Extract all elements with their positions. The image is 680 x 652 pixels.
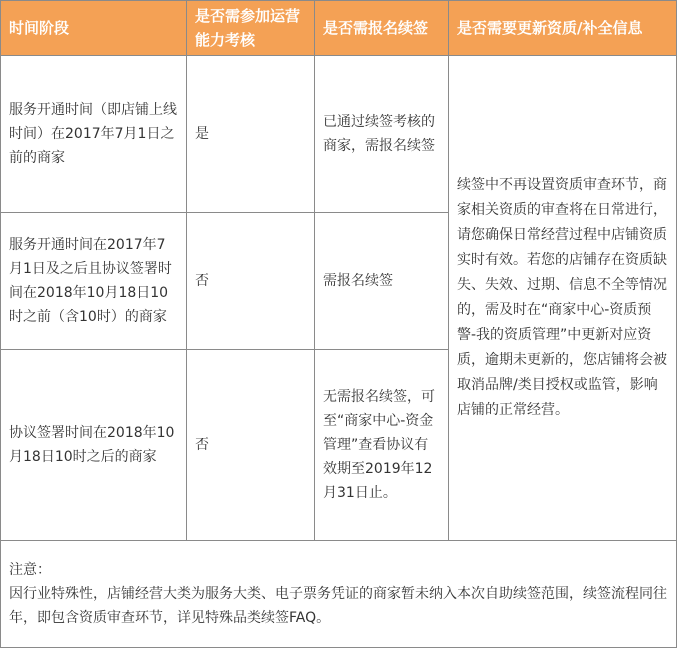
cell-assessment: 是	[187, 56, 315, 213]
cell-renewal: 无需报名续签，可至“商家中心-资金管理”查看协议有效期至2019年12月31日止。	[315, 350, 449, 541]
cell-stage: 服务开通时间（即店铺上线时间）在2017年7月1日之前的商家	[1, 56, 187, 213]
cell-renewal: 已通过续签考核的商家，需报名续签	[315, 56, 449, 213]
cell-assessment: 否	[187, 213, 315, 350]
footer-note-cell	[1, 541, 677, 648]
header-assessment: 是否需参加运营能力考核	[187, 1, 315, 56]
cell-qualification-note: 续签中不再设置资质审查环节，商家相关资质的审查将在日常进行，请您确保日常经营过程中店铺资质实时有效。若您的店铺存在资质缺失、失效、过期、信息不全等情况的，需及时在“商家中心-资质预警-我的资质管理”中更新对应资质，逾期未更新的，您店铺将会被取消品牌/类目授权或监管，影响店铺的正常经营。	[449, 56, 677, 541]
cell-stage: 协议签署时间在2018年10月18日10时之后的商家	[1, 350, 187, 541]
header-qualification: 是否需要更新资质/补全信息	[449, 1, 677, 56]
cell-stage: 服务开通时间在2017年7月1日及之后且协议签署时间在2018年10月18日10时之前（含10时）的商家	[1, 213, 187, 350]
cell-renewal: 需报名续签	[315, 213, 449, 350]
header-renewal: 是否需报名续签	[315, 1, 449, 56]
header-time-stage: 时间阶段	[1, 1, 187, 56]
table-header-row	[1, 1, 677, 56]
cell-assessment: 否	[187, 350, 315, 541]
footer-note-label: 注意：	[9, 562, 51, 578]
table-row	[1, 56, 677, 213]
footer-note-text: 因行业特殊性，店铺经营大类为服务大类、电子票务凭证的商家暂未纳入本次自助续签范围，续签流程同往年，即包含资质审查环节，详见特殊品类续签FAQ。	[9, 586, 667, 626]
footer-note-row	[1, 541, 677, 648]
